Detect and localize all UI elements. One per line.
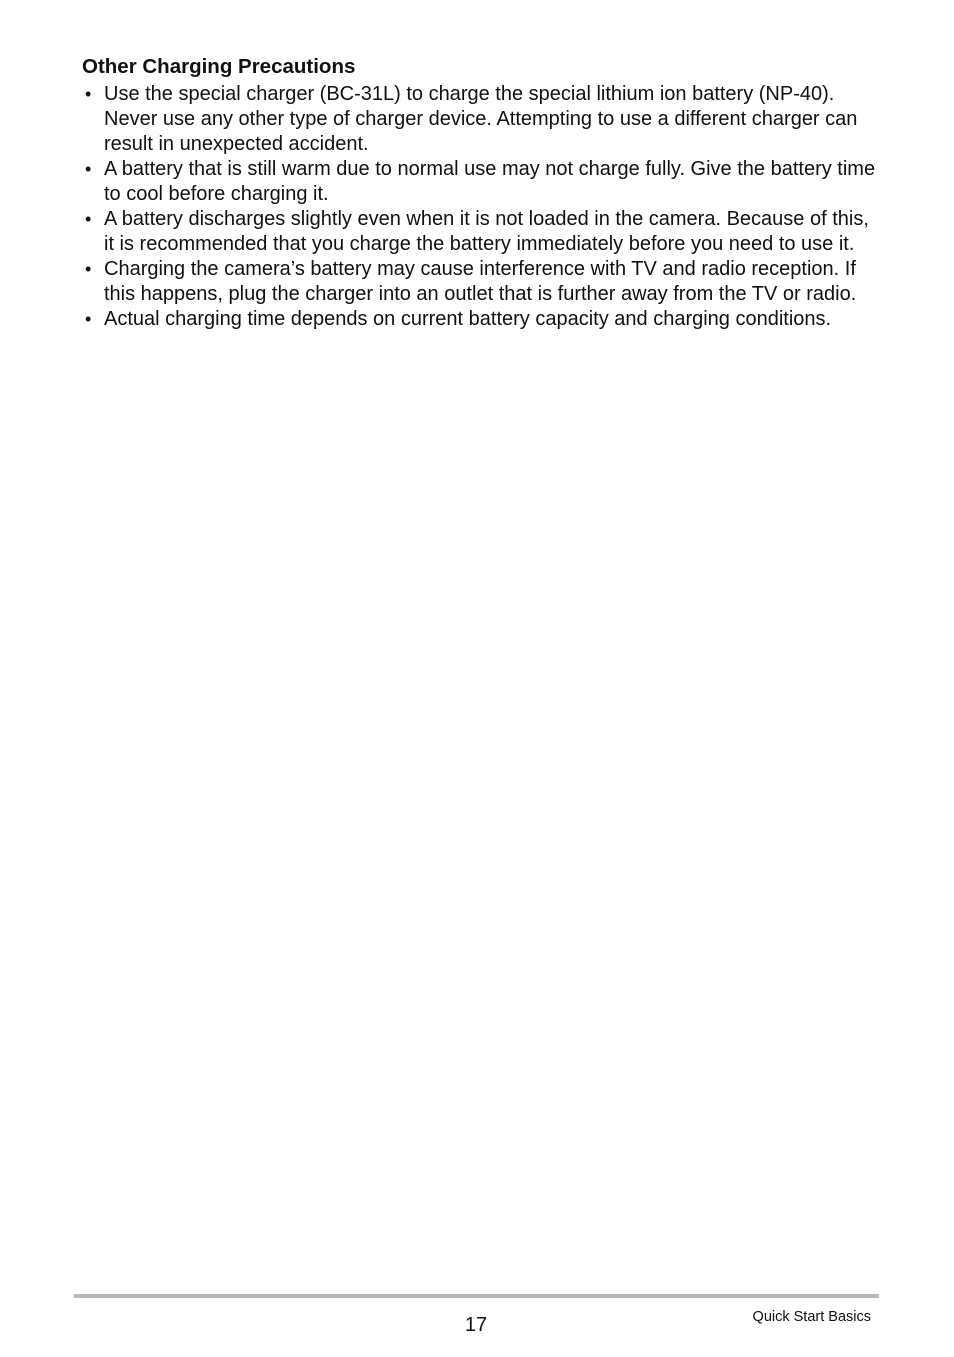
list-item-text: A battery discharges slightly even when it is not loaded in the camera. Because of this, it is recommended that you charge the battery immediately before you need to use it. xyxy=(104,208,869,255)
list-item-text: Charging the camera’s battery may cause interference with TV and radio reception. If this happens, plug the charger into an outlet that is further away from the TV or radio. xyxy=(104,258,857,305)
footer-divider xyxy=(74,1294,879,1298)
list-item-text: Use the special charger (BC-31L) to charge the special lithium ion battery (NP-40). Never use any other type of charger device. Attempting to use a different charger can result in unexpected accident. xyxy=(104,83,858,155)
precautions-list xyxy=(82,82,882,332)
bullet-icon: • xyxy=(85,84,92,104)
bullet-icon: • xyxy=(85,259,92,279)
list-item xyxy=(82,157,882,207)
list-item-text: Actual charging time depends on current battery capacity and charging conditions. xyxy=(104,308,832,330)
list-item xyxy=(82,307,882,332)
page-number: 17 xyxy=(464,1314,488,1336)
bullet-icon: • xyxy=(85,209,92,229)
list-item xyxy=(82,257,882,307)
list-item xyxy=(82,207,882,257)
bullet-icon: • xyxy=(85,159,92,179)
footer-section-label: Quick Start Basics xyxy=(752,1309,871,1325)
bullet-icon: • xyxy=(85,309,92,329)
list-item-text: A battery that is still warm due to normal use may not charge fully. Give the battery time to cool before charging it. xyxy=(104,158,876,205)
section-title: Other Charging Precautions xyxy=(82,55,356,78)
list-item xyxy=(82,82,882,157)
page-content xyxy=(82,54,882,332)
